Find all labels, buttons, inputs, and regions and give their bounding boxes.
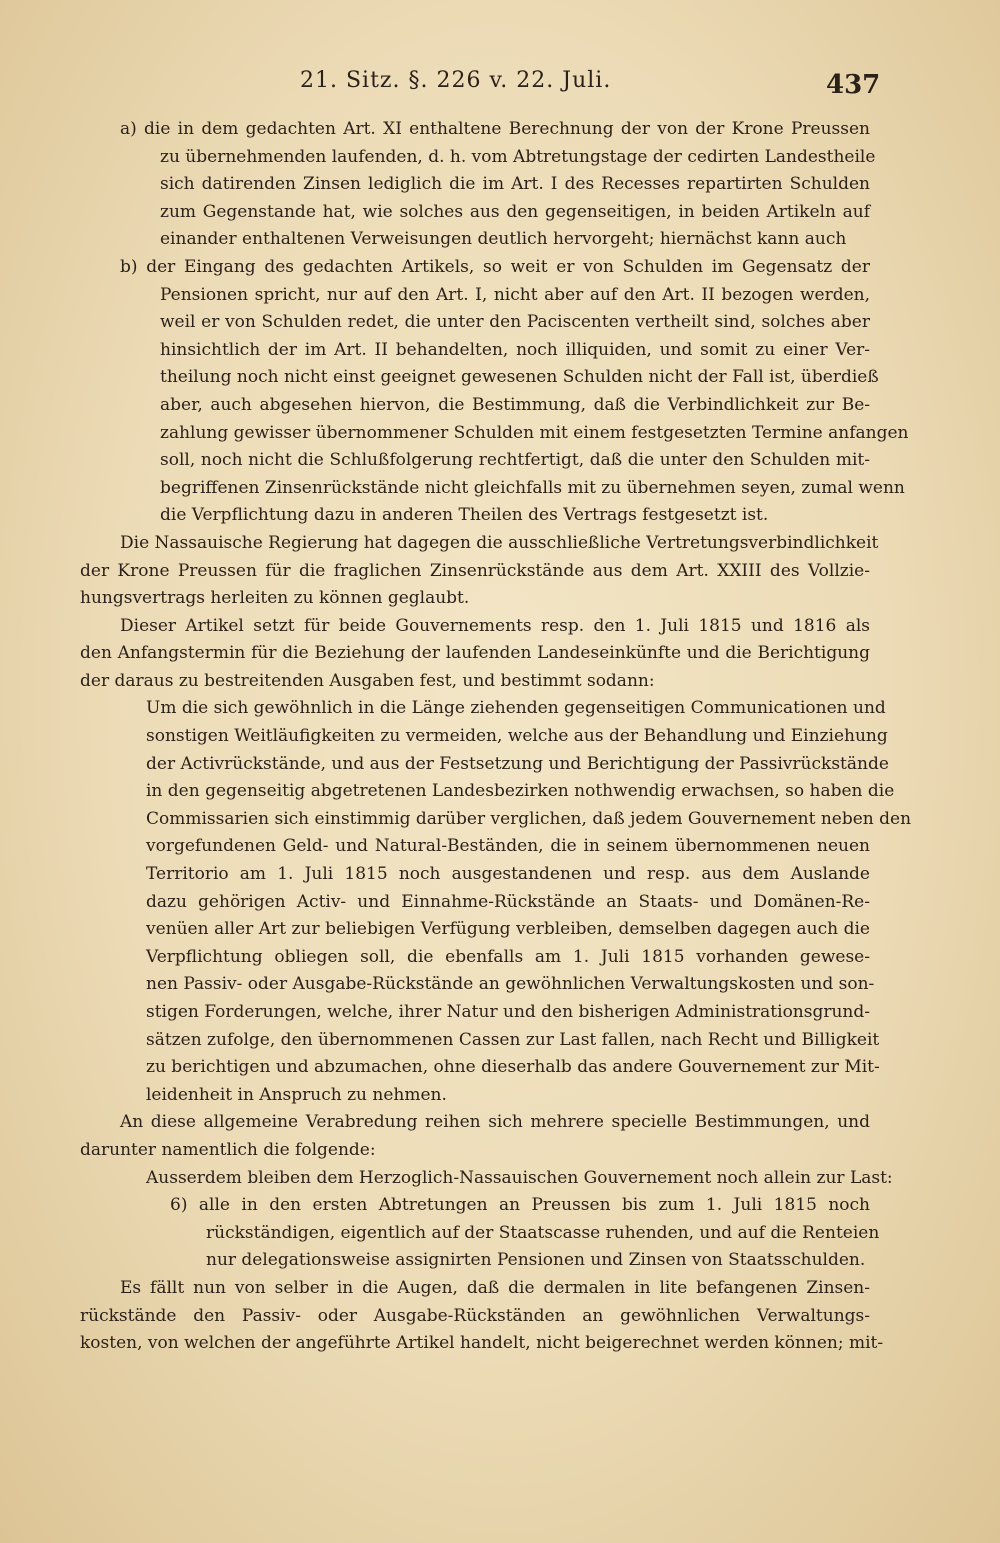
text-line: nur delegationsweise assignirten Pensionen und Zinsen von Staatsschulden. [206,1250,866,1271]
text-line: sätzen zufolge, den übernommenen Cassen zur Last fallen, nach Recht und Billigkeit [146,1029,880,1050]
text-line: venüen aller Art zur beliebigen Verfügung verbleiben, demselben dagegen auch die [146,919,870,940]
text-line: aber, auch abgesehen hiervon, die Bestimmung, daß die Verbindlichkeit zur Be- [160,394,870,415]
text-line: leidenheit in Anspruch zu nehmen. [146,1084,447,1105]
body-text [0,116,1000,1358]
text-line: in den gegenseitig abgetretenen Landesbezirken nothwendig erwachsen, so haben die [146,781,895,802]
text-line: b) der Eingang des gedachten Artikels, so weit er von Schulden im Gegensatz der [120,256,870,277]
text-line: einander enthaltenen Verweisungen deutlich hervorgeht; hiernächst kann auch [160,229,847,250]
text-line: Die Nassauische Regierung hat dagegen die ausschließliche Vertretungsverbindlichkeit [120,532,879,553]
text-line: soll, noch nicht die Schlußfolgerung rechtfertigt, daß die unter den Schulden mit- [160,450,870,471]
text-line: Pensionen spricht, nur auf den Art. I, nicht aber auf den Art. II bezogen werden, [160,284,870,305]
text-line: Territorio am 1. Juli 1815 noch ausgestandenen und resp. aus dem Auslande [146,864,870,885]
text-line: theilung noch nicht einst geeignet gewesenen Schulden nicht der Fall ist, überdieß [160,367,879,388]
text-line: der Krone Preussen für die fraglichen Zinsenrückstände aus dem Art. XXIII des Vollzie- [80,560,870,581]
text-line: Commissarien sich einstimmig darüber verglichen, daß jedem Gouvernement neben den [146,808,912,829]
text-line: Es fällt nun von selber in die Augen, daß die dermalen in lite befangenen Zinsen- [120,1277,870,1298]
text-line: Um die sich gewöhnlich in die Länge ziehenden gegenseitigen Communicationen und [146,698,886,719]
text-line: der daraus zu bestreitenden Ausgaben fest, und bestimmt sodann: [80,670,655,691]
text-line: Dieser Artikel setzt für beide Gouvernements resp. den 1. Juli 1815 und 1816 als [120,615,870,636]
text-line: 6) alle in den ersten Abtretungen an Preussen bis zum 1. Juli 1815 noch [170,1195,870,1216]
text-line: vorgefundenen Geld- und Natural-Beständen, die in seinem übernommenen neuen [146,836,870,857]
text-line: Verpflichtung obliegen soll, die ebenfalls am 1. Juli 1815 vorhanden gewese- [146,946,870,967]
text-line: den Anfangstermin für die Beziehung der laufenden Landeseinkünfte und die Berichtigung [80,643,870,664]
text-line: zu berichtigen und abzumachen, ohne dieserhalb das andere Gouvernement zur Mit- [146,1057,880,1078]
text-line: die Verpflichtung dazu in anderen Theilen des Vertrags festgesetzt ist. [160,505,769,526]
text-line: nen Passiv- oder Ausgabe-Rückstände an gewöhnlichen Verwaltungskosten und son- [146,974,875,995]
text-line: darunter namentlich die folgende: [80,1139,376,1160]
text-line: rückständigen, eigentlich auf der Staatscasse ruhenden, und auf die Renteien [206,1222,880,1243]
text-line: sich datirenden Zinsen lediglich die im Art. I des Recesses repartirten Schulden [160,174,870,195]
text-line: Ausserdem bleiben dem Herzoglich-Nassauischen Gouvernement noch allein zur Last: [146,1167,893,1188]
text-line: rückstände den Passiv- oder Ausgabe-Rückständen an gewöhnlichen Verwaltungs- [80,1305,870,1326]
text-line: sonstigen Weitläufigkeiten zu vermeiden, welche aus der Behandlung und Einziehung [146,726,888,747]
text-line: zu übernehmenden laufenden, d. h. vom Abtretungstage der cedirten Landestheile [160,146,876,167]
text-line: weil er von Schulden redet, die unter den Paciscenten vertheilt sind, solches aber [160,312,870,333]
text-line: kosten, von welchen der angeführte Artikel handelt, nicht beigerechnet werden können; mit- [80,1333,884,1354]
text-line: zum Gegenstande hat, wie solches aus den gegenseitigen, in beiden Artikeln auf [160,201,870,222]
text-line: begriffenen Zinsenrückstände nicht gleichfalls mit zu übernehmen seyen, zumal wenn [160,477,905,498]
text-line: dazu gehörigen Activ- und Einnahme-Rückstände an Staats- und Domänen-Re- [146,891,870,912]
running-head: 21. Sitz. §. 226 v. 22. Juli. [300,68,612,93]
text-line: stigen Forderungen, welche, ihrer Natur und den bisherigen Administrationsgrund- [146,1002,871,1022]
text-line: a) die in dem gedachten Art. XI enthaltene Berechnung der von der Krone Preussen [120,119,870,139]
text-line: An diese allgemeine Verabredung reihen sich mehrere specielle Bestimmungen, und [120,1112,870,1133]
text-line: zahlung gewisser übernommener Schulden mit einem festgesetzten Termine anfangen [160,422,909,443]
text-line: hinsichtlich der im Art. II behandelten, noch illiquiden, und somit zu einer Ver- [160,339,870,360]
page-number: 437 [826,70,881,100]
text-line: der Activrückstände, und aus der Festsetzung und Berichtigung der Passivrückstände [146,753,889,774]
text-line: hungsvertrags herleiten zu können geglaubt. [80,588,470,609]
